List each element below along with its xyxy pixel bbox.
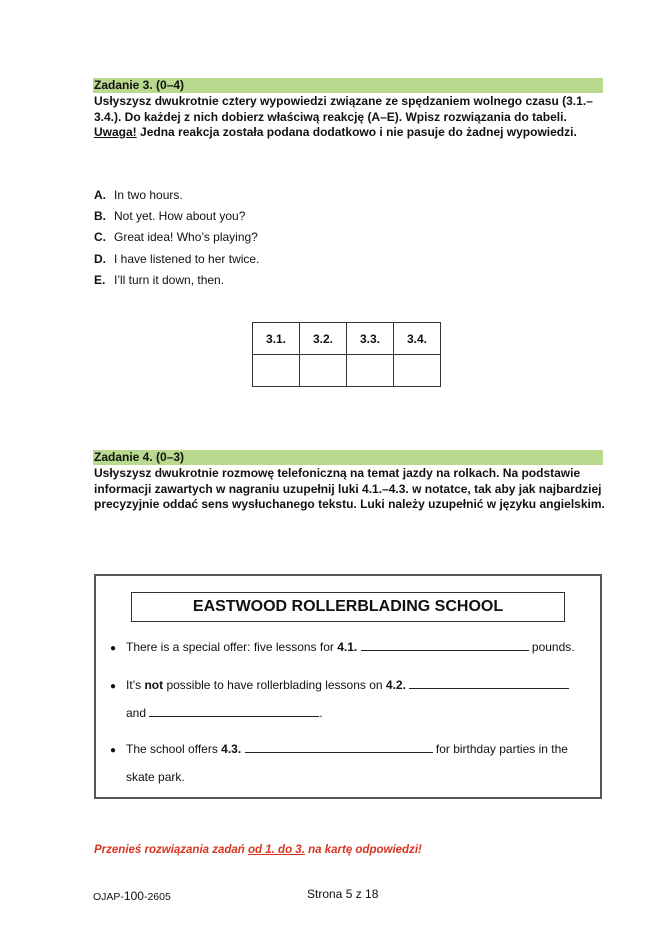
exam-code-number: 100	[123, 889, 144, 903]
answer-cell-3-4[interactable]	[394, 355, 441, 387]
exam-code	[93, 889, 171, 903]
note-item-3-line2: skate park.	[126, 770, 185, 784]
option-text: Great idea! Who’s playing?	[114, 230, 258, 245]
note-item-1	[110, 640, 575, 656]
note-item-3	[110, 742, 568, 758]
note-text: There is a special offer: five lessons for	[126, 640, 338, 654]
transfer-text: na kartę odpowiedzi!	[304, 844, 422, 856]
note-item-2	[110, 678, 569, 694]
answer-header-3-1: 3.1.	[253, 323, 300, 355]
transfer-reminder	[94, 844, 422, 856]
task3-instruction	[94, 94, 606, 141]
gap-4-1[interactable]	[361, 640, 529, 651]
note-box	[94, 574, 602, 799]
option-letter: D.	[94, 251, 106, 266]
option-e	[94, 273, 259, 294]
task3-options	[94, 188, 259, 294]
bullet-icon: ●	[110, 643, 117, 654]
transfer-range: od 1. do 3.	[248, 844, 305, 856]
option-letter: E.	[94, 272, 106, 287]
option-text: Not yet. How about you?	[114, 209, 246, 224]
gap-4-3[interactable]	[245, 742, 433, 753]
gap-number: 4.2.	[385, 678, 406, 692]
note-text: It’s	[126, 678, 145, 692]
answer-header-3-3: 3.3.	[347, 323, 394, 355]
task3-answer-table	[252, 322, 441, 387]
note-title: EASTWOOD ROLLERBLADING SCHOOL	[131, 592, 565, 622]
answer-cell-3-1[interactable]	[253, 355, 300, 387]
answer-header-3-2: 3.2.	[300, 323, 347, 355]
task4-instruction: Usłyszysz dwukrotnie rozmowę telefoniczną na temat jazdy na rolkach. Na podstawie informacji zawartych w nagraniu uzupełnij luki 4.1.–4.3. w notatce, tak aby jak najbardziej precyzyjnie oddać sens wysłuchanego tekstu. Luki należy uzupełnić w języku angielskim.	[94, 466, 605, 511]
note-text: pounds.	[528, 640, 575, 654]
exam-code-suffix: -2605	[143, 891, 171, 903]
gap-4-2a[interactable]	[409, 678, 569, 689]
answer-cell-3-2[interactable]	[300, 355, 347, 387]
note-text: The school offers	[126, 742, 222, 756]
option-text: In two hours.	[114, 188, 183, 202]
option-letter: A.	[94, 188, 106, 202]
note-text: .	[319, 706, 323, 720]
gap-number: 4.3.	[221, 742, 242, 756]
note-item-2-line2	[126, 706, 323, 721]
option-text: I have listened to her twice.	[114, 251, 260, 266]
option-text: I’ll turn it down, then.	[114, 272, 225, 287]
option-d	[94, 252, 259, 273]
note-emphasis: not	[144, 678, 164, 692]
gap-4-2b[interactable]	[149, 706, 319, 717]
page-number: Strona 5 z 18	[307, 887, 379, 901]
answer-table-input-row	[253, 355, 441, 387]
option-a	[94, 188, 259, 209]
bullet-icon: ●	[110, 681, 117, 692]
task3-warning-label: Uwaga!	[94, 125, 137, 139]
note-text: and	[126, 706, 150, 720]
option-c	[94, 230, 259, 251]
gap-number: 4.1.	[337, 640, 358, 654]
answer-cell-3-3[interactable]	[347, 355, 394, 387]
answer-header-3-4: 3.4.	[394, 323, 441, 355]
task3-warning-text: Jedna reakcja została podana dodatkowo i nie pasuje do żadnej wypowiedzi.	[136, 125, 577, 139]
task4-header: Zadanie 4. (0–3)	[93, 450, 603, 465]
note-text: possible to have rollerblading lessons on	[163, 678, 386, 692]
bullet-icon: ●	[110, 745, 117, 756]
note-text: for birthday parties in the	[432, 742, 568, 756]
transfer-text: Przenieś rozwiązania zadań	[94, 844, 249, 856]
option-letter: C.	[94, 230, 106, 245]
option-b	[94, 209, 259, 230]
answer-table-header-row	[253, 323, 441, 355]
task3-header: Zadanie 3. (0–4)	[93, 78, 603, 93]
option-letter: B.	[94, 209, 106, 224]
exam-code-prefix: OJAP-	[93, 891, 124, 903]
task3-instruction-text: Usłyszysz dwukrotnie cztery wypowiedzi związane ze spędzaniem wolnego czasu (3.1.–3.4.). Do każdej z nich dobierz właściwą reakcję (A–E). Wpisz rozwiązania do tabeli.	[94, 94, 593, 124]
